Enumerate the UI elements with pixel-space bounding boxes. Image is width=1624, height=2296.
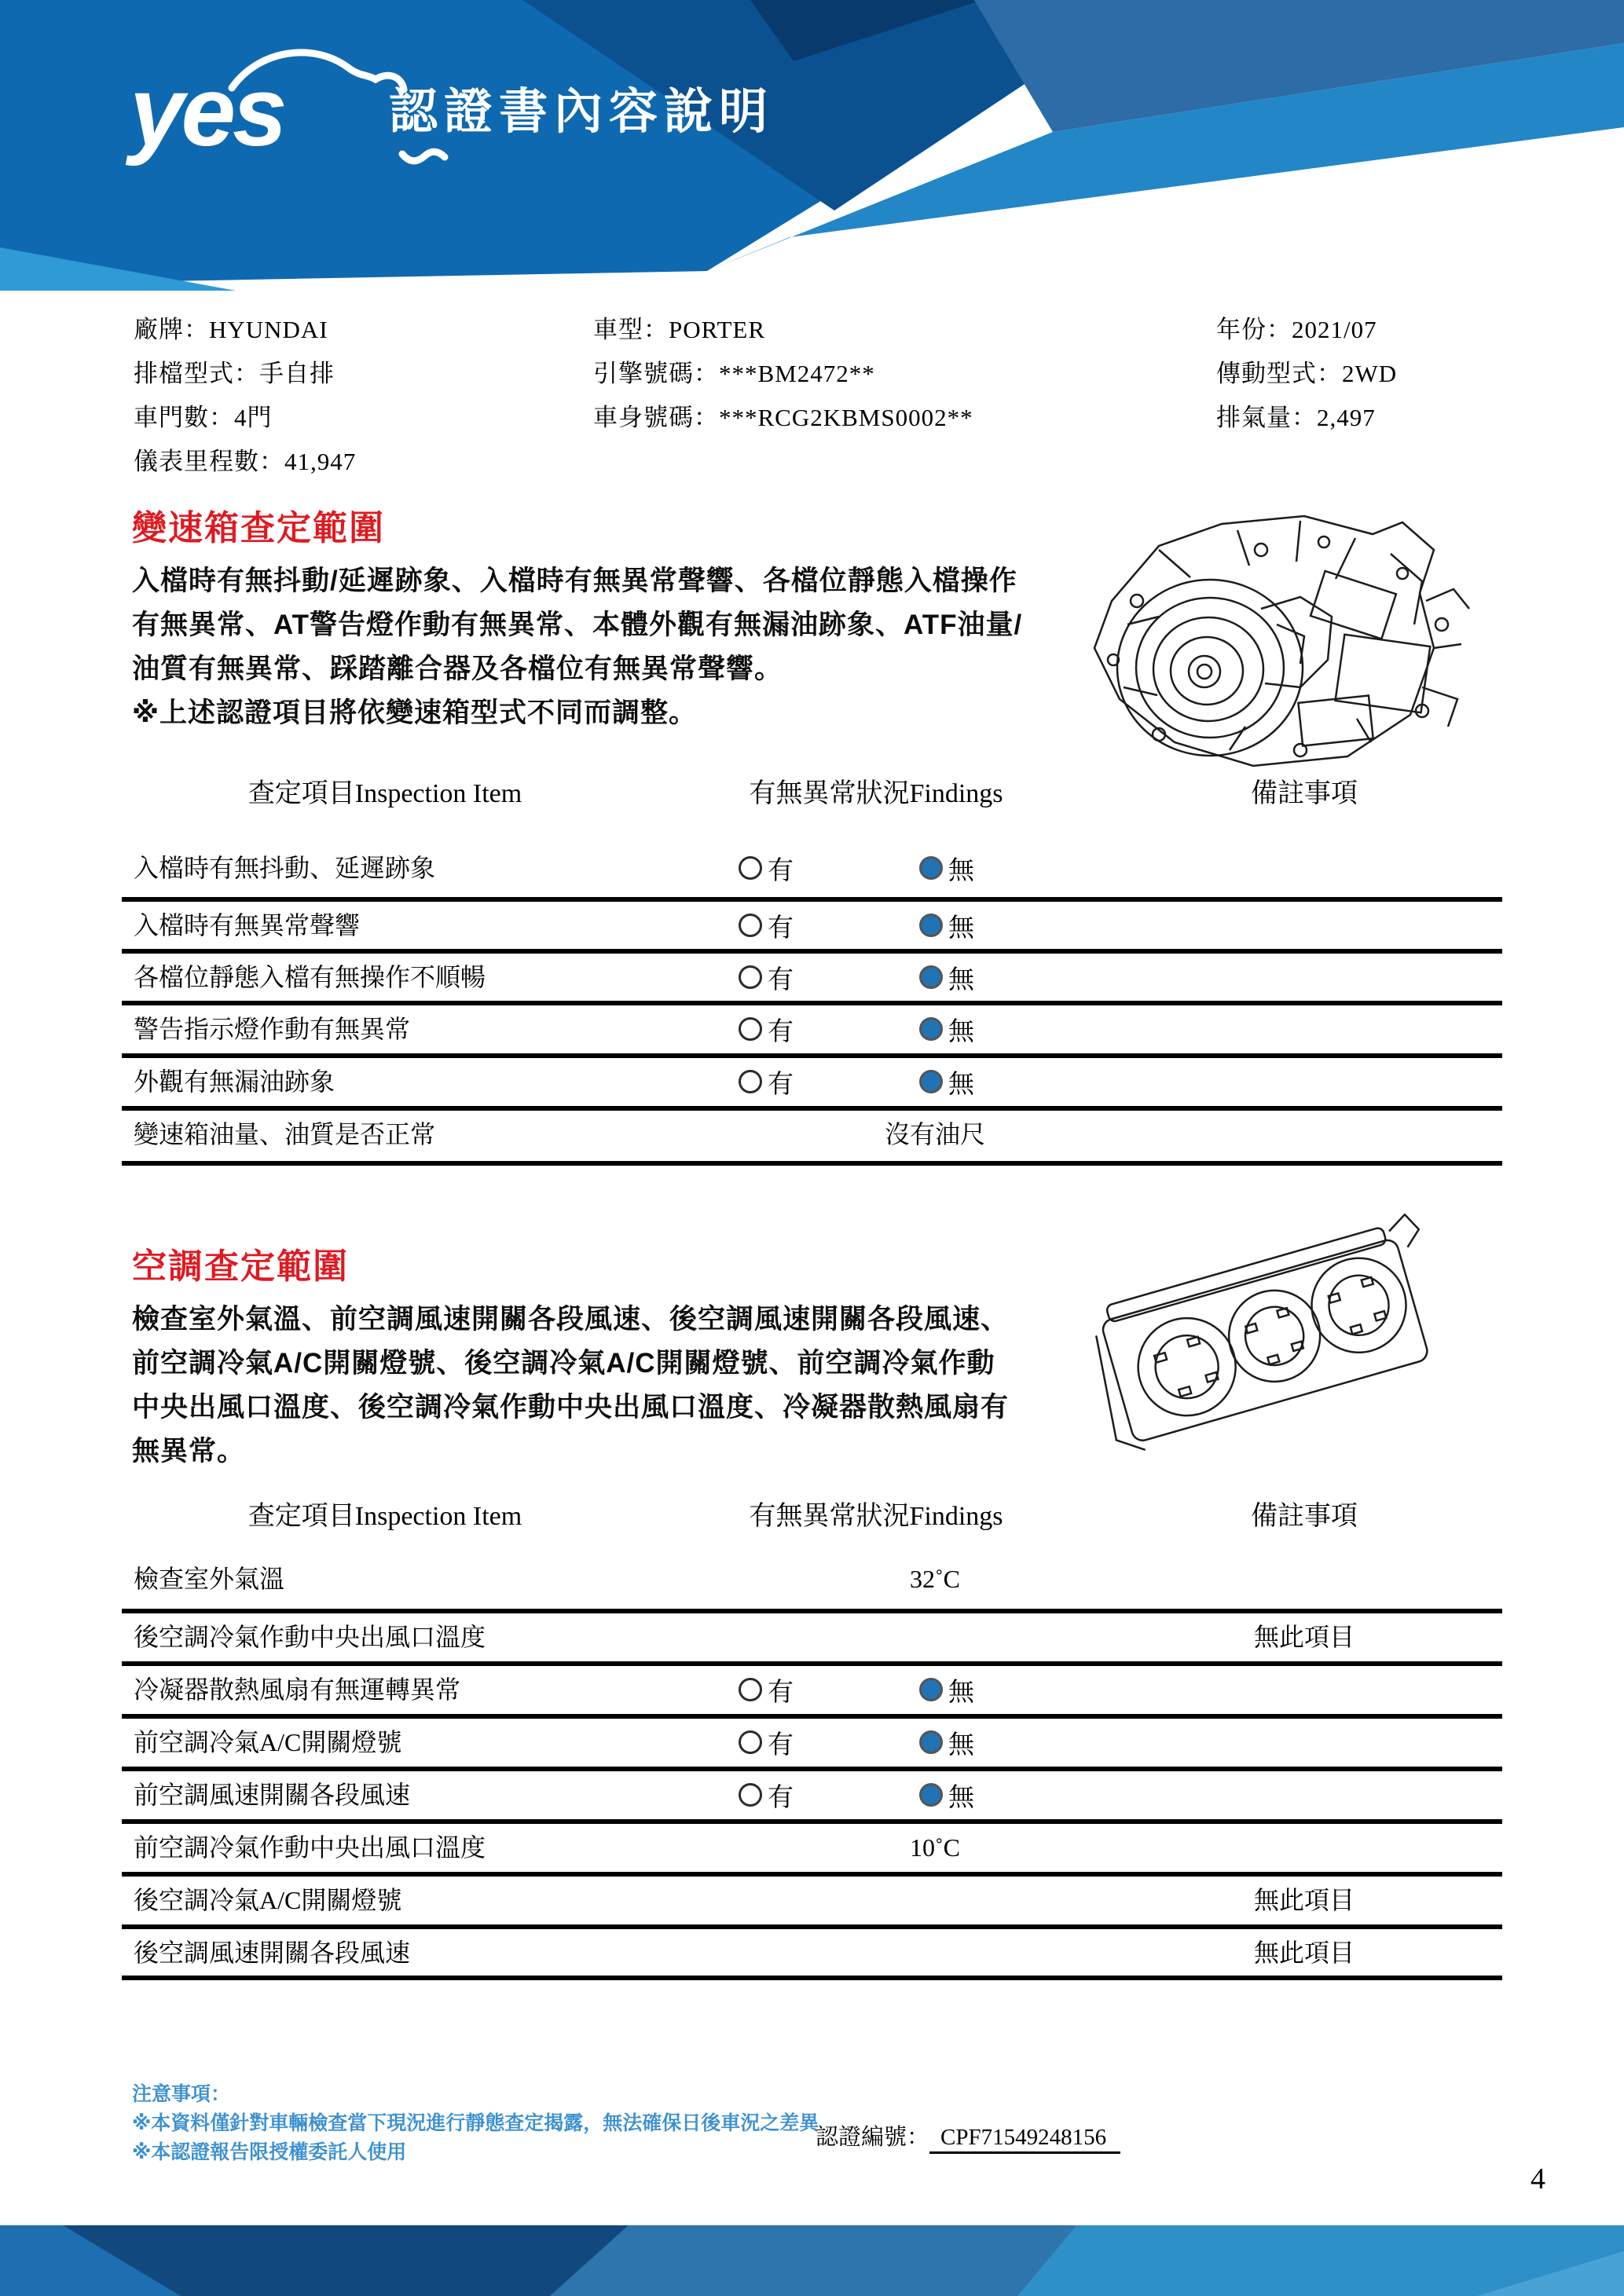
inspection-item-label: 前空調風速開關各段風速 [134, 1781, 411, 1809]
finding-value: 32˚C [910, 1565, 960, 1593]
page-number: 4 [1531, 2162, 1545, 2195]
info-displacement: 排氣量：2,497 [1216, 404, 1376, 431]
radio-yes-label: 有 [768, 1678, 794, 1707]
radio-no-label: 無 [948, 856, 974, 885]
table-row [0, 951, 1624, 1003]
page-title: 認證書內容說明 [389, 85, 775, 139]
col-header-remarks: 備註事項 [1251, 1502, 1358, 1531]
radio-yes[interactable] [739, 1070, 762, 1093]
radio-yes-label: 有 [768, 1017, 794, 1046]
vehicle-info-col1 [134, 308, 356, 484]
info-brand: 廠牌：HYUNDAI [134, 316, 328, 343]
remark-value: 無此項目 [1253, 1939, 1355, 1967]
yes-logo: yes [130, 57, 284, 167]
table-row [0, 1056, 1624, 1108]
inspection-item-label: 冷凝器散熱風扇有無運轉異常 [134, 1675, 461, 1704]
radio-yes[interactable] [739, 856, 762, 880]
radio-yes[interactable] [739, 1678, 762, 1701]
radio-no-label: 無 [948, 1783, 974, 1812]
remark-value: 無此項目 [1253, 1886, 1355, 1914]
radio-yes[interactable] [739, 1730, 762, 1754]
radio-yes-label: 有 [768, 914, 794, 943]
table-row [0, 1611, 1624, 1663]
radio-no[interactable] [919, 1783, 943, 1807]
table-row [0, 1664, 1624, 1716]
inspection-item-label: 變速箱油量、油質是否正常 [134, 1120, 436, 1148]
table-row [0, 1927, 1624, 1979]
transmission-illustration [1065, 507, 1489, 778]
inspection-item-label: 外觀有無漏油跡象 [134, 1067, 335, 1096]
note-line: ※本認證報告限授權委託人使用 [132, 2141, 407, 2163]
info-gearbox-type: 排檔型式：手自排 [134, 360, 335, 387]
transmission-section-title: 變速箱查定範圍 [132, 509, 385, 547]
vehicle-info-col3 [1216, 308, 1397, 440]
description-line: 檢查室外氣溫、前空調風速開關各段風速、後空調風速開關各段風速、 [132, 1304, 1010, 1335]
certificate-number-label: 認證編號： [816, 2125, 930, 2150]
description-line: 油質有無異常、踩踏離合器及各檔位有無異常聲響。 [132, 654, 783, 684]
radio-no[interactable] [919, 965, 943, 989]
radio-no-label: 無 [948, 1017, 974, 1046]
ac-section-title: 空調查定範圍 [132, 1247, 349, 1286]
table-row [0, 1874, 1624, 1926]
inspection-item-label: 入檔時有無異常聲響 [134, 911, 361, 939]
description-line: ※上述認證項目將依變速箱型式不同而調整。 [132, 698, 698, 728]
description-line: 有無異常、AT警告燈作動有無異常、本體外觀有無漏油跡象、ATF油量/ [132, 610, 1023, 640]
certificate-number-line [816, 2119, 1120, 2151]
info-engine-no: 引擎號碼：***BM2472** [593, 360, 875, 387]
table-row [0, 1108, 1624, 1160]
table-divider [122, 1161, 1502, 1166]
radio-no[interactable] [919, 856, 943, 880]
inspection-item-label: 前空調冷氣A/C開關燈號 [134, 1728, 402, 1756]
vehicle-info-col2 [593, 308, 973, 440]
radio-no-label: 無 [948, 1070, 974, 1099]
remark-value: 無此項目 [1253, 1623, 1355, 1651]
col-header-findings: 有無異常狀況Findings [749, 1502, 1003, 1531]
table-row [0, 842, 1624, 894]
footer-notes [132, 2080, 819, 2167]
radio-yes-label: 有 [768, 1730, 794, 1760]
col-header-findings: 有無異常狀況Findings [749, 779, 1003, 808]
radio-yes-label: 有 [768, 1070, 794, 1099]
radio-yes[interactable] [739, 914, 762, 937]
description-line: 中央出風口溫度、後空調冷氣作動中央出風口溫度、冷凝器散熱風扇有 [132, 1392, 1010, 1423]
inspection-item-label: 入檔時有無抖動、延遲跡象 [134, 854, 436, 882]
table-divider [122, 1976, 1502, 1980]
finding-value: 10˚C [910, 1833, 960, 1862]
transmission-section-description [132, 559, 1022, 735]
inspection-item-label: 前空調冷氣作動中央出風口溫度 [134, 1833, 486, 1862]
table-row [0, 1716, 1624, 1768]
info-door-count: 車門數：4門 [134, 404, 273, 431]
description-line: 前空調冷氣A/C開關燈號、後空調冷氣A/C開關燈號、前空調冷氣作動 [132, 1348, 995, 1379]
radio-no[interactable] [919, 1730, 943, 1754]
radio-no-label: 無 [948, 1730, 974, 1760]
col-header-item: 查定項目Inspection Item [247, 1502, 522, 1531]
description-line: 無異常。 [132, 1436, 246, 1467]
certificate-number-value: CPF71549248156 [929, 2125, 1120, 2154]
radio-no[interactable] [919, 914, 943, 937]
info-model: 車型：PORTER [593, 316, 765, 343]
inspection-item-label: 檢查室外氣溫 [134, 1565, 285, 1593]
col-header-remarks: 備註事項 [1251, 779, 1358, 808]
table-row [0, 1769, 1624, 1821]
info-vin: 車身號碼：***RCG2KBMS0002** [593, 404, 973, 431]
inspection-item-label: 警告指示燈作動有無異常 [134, 1015, 411, 1043]
table-row [0, 1003, 1624, 1055]
radio-no[interactable] [919, 1678, 943, 1701]
description-line: 入檔時有無抖動/延遲跡象、入檔時有無異常聲響、各檔位靜態入檔操作 [132, 566, 1017, 596]
info-year: 年份：2021/07 [1216, 316, 1377, 343]
radio-no[interactable] [919, 1070, 943, 1093]
inspection-item-label: 各檔位靜態入檔有無操作不順暢 [134, 963, 486, 991]
radio-yes-label: 有 [768, 1783, 794, 1812]
table-row [0, 1553, 1624, 1605]
info-drive-type: 傳動型式：2WD [1216, 360, 1398, 387]
radio-yes[interactable] [739, 1783, 762, 1807]
col-header-item: 查定項目Inspection Item [247, 779, 522, 808]
table-row [0, 899, 1624, 951]
radio-no-label: 無 [948, 1678, 974, 1707]
inspection-item-label: 後空調冷氣A/C開關燈號 [134, 1886, 402, 1914]
footer-banner [0, 2225, 1624, 2296]
ac-control-illustration [1088, 1214, 1450, 1461]
radio-yes-label: 有 [768, 856, 794, 885]
ac-section-description [132, 1298, 1009, 1474]
radio-no-label: 無 [948, 965, 974, 994]
radio-yes[interactable] [739, 965, 762, 989]
table-row [0, 1822, 1624, 1873]
radio-yes-label: 有 [768, 965, 794, 994]
inspection-item-label: 後空調風速開關各段風速 [134, 1939, 411, 1967]
notes-title: 注意事項： [132, 2083, 231, 2105]
radio-yes[interactable] [739, 1017, 762, 1041]
note-line: ※本資料僅針對車輛檢查當下現況進行靜態查定揭露，無法確保日後車況之差異 [132, 2112, 819, 2134]
info-mileage: 儀表里程數：41,947 [134, 448, 357, 475]
radio-no-label: 無 [948, 914, 974, 943]
finding-value: 沒有油尺 [884, 1120, 985, 1148]
inspection-item-label: 後空調冷氣作動中央出風口溫度 [134, 1623, 486, 1651]
radio-no[interactable] [919, 1017, 943, 1041]
